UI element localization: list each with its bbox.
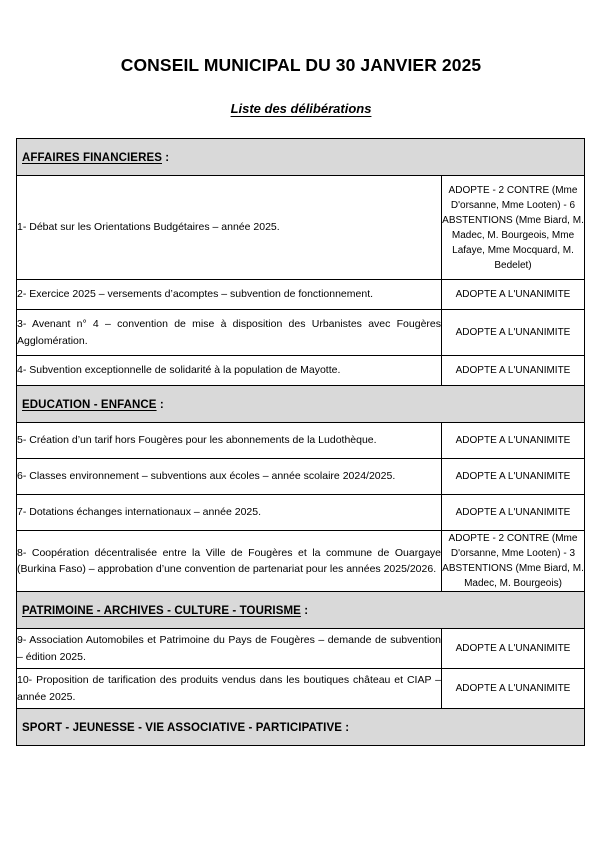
deliberation-subject: 7- Dotations échanges internationaux – année 2025. bbox=[17, 495, 442, 531]
section-header-text: SPORT - JEUNESSE - VIE ASSOCIATIVE - PARTICIPATIVE bbox=[22, 722, 343, 734]
section-header-row bbox=[17, 386, 585, 423]
deliberation-vote-result: ADOPTE A L'UNANIMITE bbox=[442, 495, 585, 531]
deliberation-subject: 6- Classes environnement – subventions aux écoles – année scolaire 2024/2025. bbox=[17, 459, 442, 495]
section-header-label bbox=[22, 399, 164, 411]
section-header-cell bbox=[17, 386, 585, 423]
table-row bbox=[17, 280, 585, 310]
deliberation-subject: 5- Création d’un tarif hors Fougères pour les abonnements de la Ludothèque. bbox=[17, 423, 442, 459]
deliberation-subject: 8- Coopération décentralisée entre la Ville de Fougères et la commune de Ouargaye (Burkina Faso) – approbation d’une convention de partenariat pour les années 2025/2026. bbox=[17, 531, 442, 592]
deliberation-subject: 4- Subvention exceptionnelle de solidarité à la population de Mayotte. bbox=[17, 356, 442, 386]
section-header-row bbox=[17, 139, 585, 176]
deliberations-table bbox=[16, 138, 585, 746]
deliberation-vote-result: ADOPTE A L'UNANIMITE bbox=[442, 310, 585, 356]
page-title: CONSEIL MUNICIPAL DU 30 JANVIER 2025 bbox=[120, 55, 482, 75]
section-header-text: PATRIMOINE - ARCHIVES - CULTURE - TOURISME bbox=[22, 605, 301, 617]
deliberation-subject: 3- Avenant n° 4 – convention de mise à disposition des Urbanistes avec Fougères Agglomération. bbox=[17, 310, 442, 356]
table-row bbox=[17, 495, 585, 531]
page-subtitle: Liste des délibérations bbox=[230, 101, 372, 117]
section-header-cell bbox=[17, 139, 585, 176]
deliberation-subject: 10- Proposition de tarification des produits vendus dans les boutiques château et CIAP – année 2025. bbox=[17, 669, 442, 709]
section-header-colon: : bbox=[342, 722, 350, 734]
section-header-colon: : bbox=[162, 152, 170, 164]
table-row bbox=[17, 531, 585, 592]
deliberation-subject: 9- Association Automobiles et Patrimoine du Pays de Fougères – demande de subvention – édition 2025. bbox=[17, 629, 442, 669]
deliberation-subject: 2- Exercice 2025 – versements d’acomptes – subvention de fonctionnement. bbox=[17, 280, 442, 310]
deliberation-vote-result: ADOPTE - 2 CONTRE (Mme D'orsanne, Mme Looten) - 6 ABSTENTIONS (Mme Biard, M. Madec, M. Bourgeois, Mme Lafaye, Mme Mocquard, M. Bedelet) bbox=[442, 176, 585, 280]
deliberations-table-wrapper bbox=[16, 138, 584, 746]
deliberation-vote-result: ADOPTE - 2 CONTRE (Mme D'orsanne, Mme Looten) - 3 ABSTENTIONS (Mme Biard, M. Madec, M. Bourgeois) bbox=[442, 531, 585, 592]
section-header-colon: : bbox=[300, 605, 309, 617]
section-header-colon: : bbox=[156, 399, 164, 411]
deliberation-vote-result: ADOPTE A L'UNANIMITE bbox=[442, 356, 585, 386]
section-header-text: AFFAIRES FINANCIERES bbox=[22, 152, 163, 164]
deliberation-vote-result: ADOPTE A L'UNANIMITE bbox=[442, 423, 585, 459]
deliberation-vote-result: ADOPTE A L'UNANIMITE bbox=[442, 459, 585, 495]
table-row bbox=[17, 629, 585, 669]
table-row bbox=[17, 459, 585, 495]
section-header-cell bbox=[17, 592, 585, 629]
section-header-label bbox=[22, 605, 308, 617]
deliberation-vote-result: ADOPTE A L'UNANIMITE bbox=[442, 629, 585, 669]
table-row bbox=[17, 356, 585, 386]
deliberations-table-body bbox=[17, 139, 585, 746]
table-row bbox=[17, 669, 585, 709]
section-header-row bbox=[17, 709, 585, 746]
section-header-cell bbox=[17, 709, 585, 746]
deliberation-vote-result: ADOPTE A L'UNANIMITE bbox=[442, 280, 585, 310]
deliberation-vote-result: ADOPTE A L'UNANIMITE bbox=[442, 669, 585, 709]
section-header-label bbox=[22, 152, 169, 164]
table-row bbox=[17, 310, 585, 356]
section-header-row bbox=[17, 592, 585, 629]
table-row bbox=[17, 176, 585, 280]
deliberation-subject: 1- Débat sur les Orientations Budgétaires – année 2025. bbox=[17, 176, 442, 280]
section-header-label bbox=[22, 722, 349, 734]
section-header-text: EDUCATION - ENFANCE bbox=[22, 399, 157, 411]
table-row bbox=[17, 423, 585, 459]
